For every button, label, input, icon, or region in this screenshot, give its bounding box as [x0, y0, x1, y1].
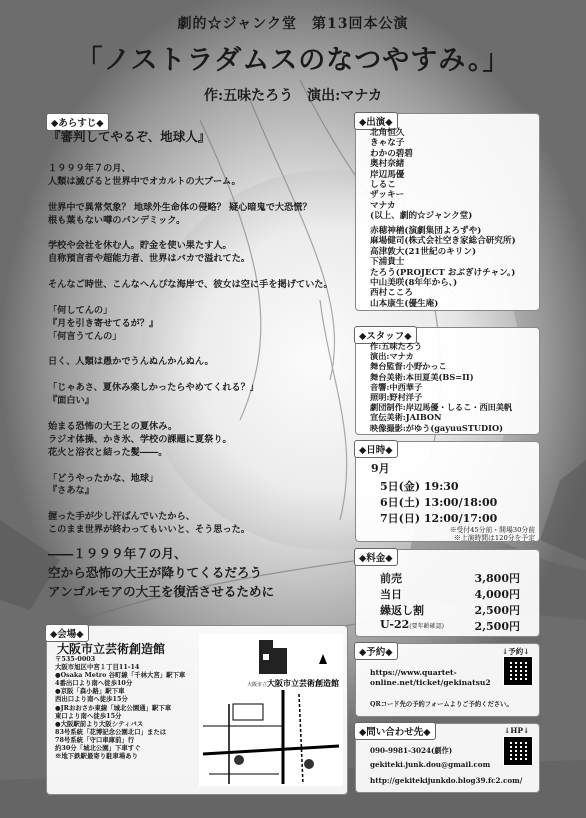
prices-tag: ◆料金◆	[354, 548, 398, 566]
staff-member: 映像撮影:がゆう(gayuuSTUDIO)	[370, 422, 503, 433]
tagline	[48, 544, 358, 601]
reserve-tag: ◆予約◆	[354, 642, 398, 660]
staff-list	[370, 341, 512, 433]
synopsis-line	[48, 227, 344, 240]
reserve-qr-label: ↓予約↓	[502, 647, 530, 656]
prices-section	[355, 549, 540, 637]
synopsis-line: 『面白い』	[48, 395, 94, 407]
contact-tag: ◆問い合わせ先◆	[354, 722, 436, 740]
price-value: 2,500円	[474, 604, 520, 617]
cast-list	[370, 128, 472, 222]
cast-member: わかの碧碧	[370, 148, 413, 159]
staff-member: 舞台監督:小野かっこ	[370, 361, 447, 372]
synopsis-line	[48, 150, 344, 163]
north-arrow-icon	[319, 654, 327, 664]
contact-phone[interactable]: 090-9981-3024(劇作)	[370, 746, 453, 755]
dates-tag: ◆日時◆	[354, 440, 398, 458]
station-icon	[304, 759, 314, 769]
date-row: 6日(土) 13:00/18:00	[380, 496, 498, 509]
guest-list	[370, 226, 516, 309]
cast-tag: ◆出演◆	[354, 112, 398, 130]
synopsis-line	[48, 408, 344, 421]
staff-member: 演出:マナカ	[370, 351, 414, 362]
price-value: 2,500円	[474, 620, 520, 633]
credits: 作:五味たろう 演出:マナカ	[203, 88, 383, 104]
cast-member: 北角恒久	[370, 128, 405, 138]
staff-member: 舞台美術:本田夏美(BS=II)	[370, 371, 474, 382]
map-label: 大阪市立芸術創造館	[267, 679, 339, 688]
synopsis-line: 「じゃあさ、夏休み楽しかったらやめてくれる？」	[48, 382, 259, 394]
venue-line: 大阪市旭区中宮１丁目11-14	[55, 663, 140, 672]
guest-member: 麻場健司(株式会社空き家総合研究所)	[370, 236, 516, 247]
synopsis-line	[48, 266, 344, 279]
synopsis-line: そんなご時世、こんなへんぴな海岸で、彼女は空に手を掲げていた。	[48, 279, 333, 290]
venue-line: 約30分「城北公園」下車すぐ	[55, 744, 141, 753]
tagline-line: アンゴルモアの大王を復活させるために	[48, 584, 275, 599]
venue-line: 78号系統「守口車庫前」行	[55, 735, 135, 744]
synopsis-line: 根も葉もない噂のパンデミック。	[48, 214, 186, 226]
price-value: 3,800円	[474, 572, 520, 585]
venue-line: 4番出口より南へ徒歩10分	[55, 679, 133, 688]
price-sub: (要年齢確認)	[409, 623, 444, 630]
venue-name: 大阪市立芸術創造館	[57, 642, 166, 656]
synopsis-section	[46, 113, 346, 536]
synopsis-line: 学校や会社を休む人。貯金を使い果たす人。	[48, 240, 232, 252]
cast-section	[355, 113, 540, 311]
cast-member: きゃな子	[370, 138, 405, 149]
station-icon	[234, 755, 244, 765]
synopsis-line: ラジオ体操、かき氷、学校の課題に夏祭り。	[48, 433, 232, 445]
contact-email[interactable]: gekiteki.junk.dou@gmail.com	[370, 760, 491, 769]
venue-line: 西出口より南へ徒歩15分	[55, 695, 128, 704]
synopsis-line: 花火と浴衣と結った髪――。	[48, 446, 168, 458]
venue-line: 東口より南へ徒歩15分	[55, 711, 122, 720]
date-row: 5日(金) 19:30	[380, 480, 459, 493]
venue-details	[55, 655, 205, 760]
synopsis-body	[48, 150, 344, 537]
synopsis-line: 『さあな』	[48, 485, 94, 497]
reserve-section	[355, 643, 540, 717]
reserve-note: QRコード先の予約フォームよりご予約ください。	[370, 701, 513, 708]
synopsis-line: 握った手が少し汗ばんでいたから、	[48, 511, 195, 523]
guest-member: 山本康生(優生庵)	[370, 298, 439, 309]
staff-member: 音響:中西華子	[370, 381, 423, 392]
map-small-label: 大阪市立	[247, 682, 268, 688]
contact-hp[interactable]: http://gekitekijunkdo.blog39.fc2.com/	[370, 776, 523, 785]
staff-member: 作:五味たろう	[370, 341, 423, 351]
synopsis-line: 「何言うてんの」	[48, 330, 122, 342]
map-drawing	[199, 634, 343, 786]
staff-tag: ◆スタッフ◆	[354, 326, 417, 344]
cast-member: ザッキー	[370, 190, 405, 201]
synopsis-line	[48, 344, 344, 357]
guest-member: 高津敦大(21世紀のキリン)	[370, 246, 477, 257]
venue-map	[199, 634, 343, 786]
synopsis-line: 「何してんの」	[48, 304, 113, 316]
date-row: 7日(日) 12:00/17:00	[380, 512, 498, 525]
venue-line: ●大阪駅前より大阪シティバス	[55, 719, 144, 728]
contact-section	[355, 723, 540, 793]
guest-member: 下浦貴士	[370, 257, 405, 268]
company-kicker: 劇的☆ジャンク堂 第13回本公演	[177, 16, 409, 32]
guest-member: 中山美咲(8年年から、)	[370, 278, 458, 289]
contact-qr-label: ↓HP↓	[504, 726, 530, 735]
cast-member: しるこ	[370, 180, 396, 191]
staff-member: 照明:野村洋子	[370, 392, 423, 403]
venue-line: ●JRおおさか東線「城北公園通」駅下車	[55, 703, 172, 712]
synopsis-line: 始まる恐怖の大王との夏休み。	[48, 420, 178, 432]
synopsis-line: 『月を引き寄せてるが？』	[48, 317, 159, 329]
date-month: 9月	[371, 462, 390, 475]
synopsis-line: 「どうやったかな、地球」	[48, 472, 159, 484]
synopsis-line	[48, 460, 344, 473]
cast-member: マナカ	[370, 200, 396, 211]
guest-member: たろう(PROJECT おぶぎけチャン。)	[370, 267, 516, 278]
synopsis-line	[48, 189, 344, 202]
cast-member: 岸辺馬優	[370, 169, 405, 180]
synopsis-line	[48, 292, 344, 305]
reserve-qr-code[interactable]	[504, 657, 532, 685]
cast-member: 奥村奈緒	[370, 159, 405, 170]
staff-member: 宣伝美術:JAIBON	[370, 412, 442, 423]
synopsis-lead: 『審判してやるぞ、地球人』	[48, 129, 211, 144]
date-note: ※上演時間は120分を予定	[454, 534, 535, 542]
price-value: 4,000円	[474, 588, 520, 601]
map-building	[233, 704, 263, 720]
price-label: 当日	[380, 588, 402, 601]
tagline-line: 空から恐怖の大王が降りてくるだろう	[48, 565, 263, 580]
price-label	[380, 618, 444, 631]
synopsis-line	[48, 369, 344, 382]
page-title: 「ノストラダムスのなつやすみ。」	[75, 45, 511, 76]
venue-line: ●京阪「森小路」駅下車	[55, 687, 125, 696]
venue-line: ●Osaka Metro 谷町線「千林大宮」駅下車	[55, 671, 186, 680]
synopsis-line: このまま世界が終わってもいいと、そう思った。	[48, 524, 251, 536]
synopsis-line	[48, 498, 344, 511]
cast-member: (以上、劇的☆ジャンク堂)	[370, 211, 473, 222]
staff-section	[355, 327, 540, 435]
dates-section	[355, 441, 540, 542]
guest-member: 西村こころ	[370, 288, 413, 299]
price-label: 繰返し割	[380, 604, 424, 617]
price-label-text: U-22	[380, 618, 410, 631]
synopsis-line: 自称預言者や超能力者、世界はバカで溢れてた。	[48, 253, 251, 265]
synopsis-line: 世界中で異常気象？ 地球外生命体の侵略？ 疑心暗鬼で大恐慌？	[48, 201, 312, 213]
venue-logo-icon	[259, 640, 287, 674]
synopsis-line: １９９９年７の月、	[48, 162, 131, 174]
reserve-url[interactable]: https://www.quartet-online.net/ticket/gekinatsu2	[370, 668, 491, 687]
synopsis-tag: ◆あらすじ◆	[46, 113, 109, 131]
tagline-line: ――１９９９年７の月、	[48, 546, 187, 561]
venue-section	[46, 625, 348, 795]
venue-line: ※地下鉄駅最寄り駐車場あり	[55, 752, 139, 761]
price-label: 前売	[380, 572, 402, 585]
contact-qr-code[interactable]	[504, 737, 532, 765]
venue-line: 〒535-0003	[55, 655, 96, 663]
guest-member: 赤穂神楢(演劇集団よろずや)	[370, 226, 482, 236]
synopsis-line: 人類は滅びると世界中でオカルトの大ブーム。	[48, 175, 241, 187]
venue-tag: ◆会場◆	[45, 624, 89, 642]
venue-line: 83号系統「花博記念公園北口」または	[55, 727, 167, 736]
date-note: ※受付45分前・開場30分前	[449, 526, 535, 534]
staff-member: 劇団制作:岸辺馬優・しるこ・西田美帆	[370, 402, 513, 413]
synopsis-line: 日く、人類は愚かでうんぬんかんぬん。	[48, 356, 214, 368]
